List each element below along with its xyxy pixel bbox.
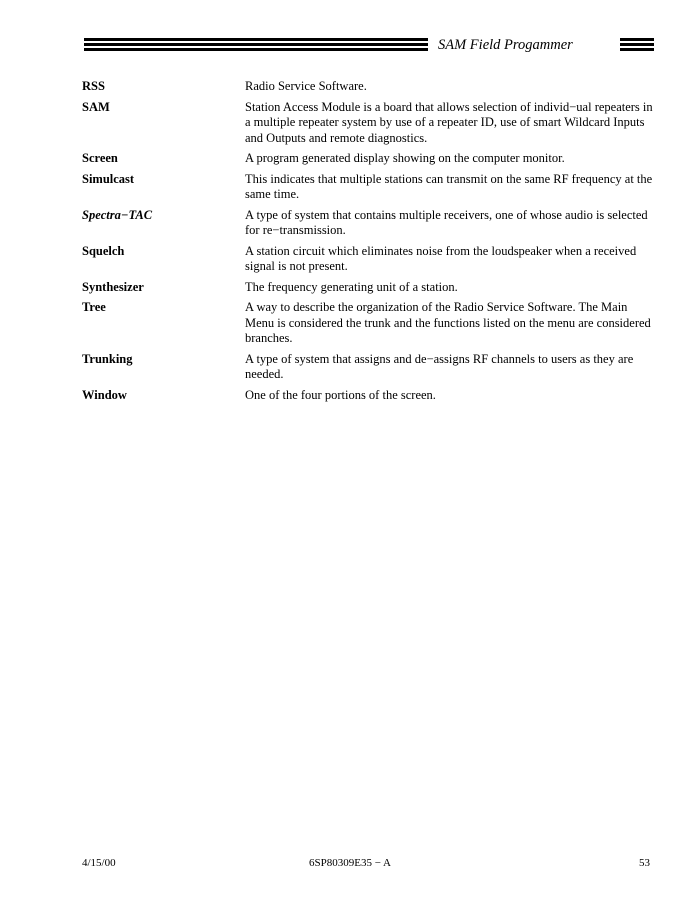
glossary-term: SAM bbox=[82, 99, 110, 114]
glossary-term: Spectra−TAC bbox=[82, 207, 153, 222]
glossary-term: Synthesizer bbox=[82, 279, 144, 294]
glossary-entry bbox=[82, 388, 662, 404]
glossary-entry bbox=[82, 100, 662, 147]
footer-page-number: 53 bbox=[639, 857, 650, 869]
glossary-term: Trunking bbox=[82, 351, 133, 366]
header-rule-left bbox=[84, 38, 428, 53]
glossary-entry bbox=[82, 172, 662, 203]
header-title: SAM Field Progammer bbox=[438, 37, 573, 53]
glossary-entry bbox=[82, 244, 662, 275]
glossary-definition: Station Access Module is a board that allows selection of individ−ual repeaters in a multiple repeater system by use of a repeater ID, use of smart Wildcard Inputs and Outputs and remote diagnostics. bbox=[245, 99, 653, 145]
glossary-entry bbox=[82, 151, 662, 167]
glossary-definition: A way to describe the organization of the Radio Service Software. The Main Menu is considered the trunk and the functions listed on the menu are considered branches. bbox=[245, 300, 651, 345]
glossary-term: Screen bbox=[82, 151, 118, 165]
glossary-term: Window bbox=[82, 387, 127, 402]
glossary-term: RSS bbox=[82, 79, 105, 93]
glossary-definition: The frequency generating unit of a station. bbox=[245, 279, 458, 294]
glossary-definition: A type of system that assigns and de−assigns RF channels to users as they are needed. bbox=[245, 351, 634, 381]
glossary-term: Simulcast bbox=[82, 171, 135, 186]
glossary-term: Tree bbox=[82, 300, 106, 314]
header-rule-right bbox=[620, 38, 654, 53]
glossary-definition: A station circuit which eliminates noise from the loudspeaker when a received signal is not present. bbox=[245, 243, 637, 273]
glossary-entry bbox=[82, 280, 662, 296]
glossary-entry bbox=[82, 352, 662, 383]
glossary-definition: A program generated display showing on the computer monitor. bbox=[245, 151, 565, 165]
footer-doc-number: 6SP80309E35 − A bbox=[309, 857, 391, 869]
glossary-definition: One of the four portions of the screen. bbox=[245, 387, 436, 402]
glossary-definition: This indicates that multiple stations can transmit on the same RF frequency at the same time. bbox=[245, 171, 653, 201]
glossary-definition: A type of system that contains multiple receivers, one of whose audio is selected for re−transmission. bbox=[245, 207, 648, 237]
glossary-entry bbox=[82, 300, 662, 347]
glossary-list bbox=[82, 79, 662, 408]
glossary-entry bbox=[82, 208, 662, 239]
glossary-term: Squelch bbox=[82, 243, 125, 258]
glossary-entry bbox=[82, 79, 662, 95]
page-header bbox=[0, 36, 695, 56]
glossary-definition: Radio Service Software. bbox=[245, 79, 367, 93]
footer-date: 4/15/00 bbox=[82, 857, 116, 869]
